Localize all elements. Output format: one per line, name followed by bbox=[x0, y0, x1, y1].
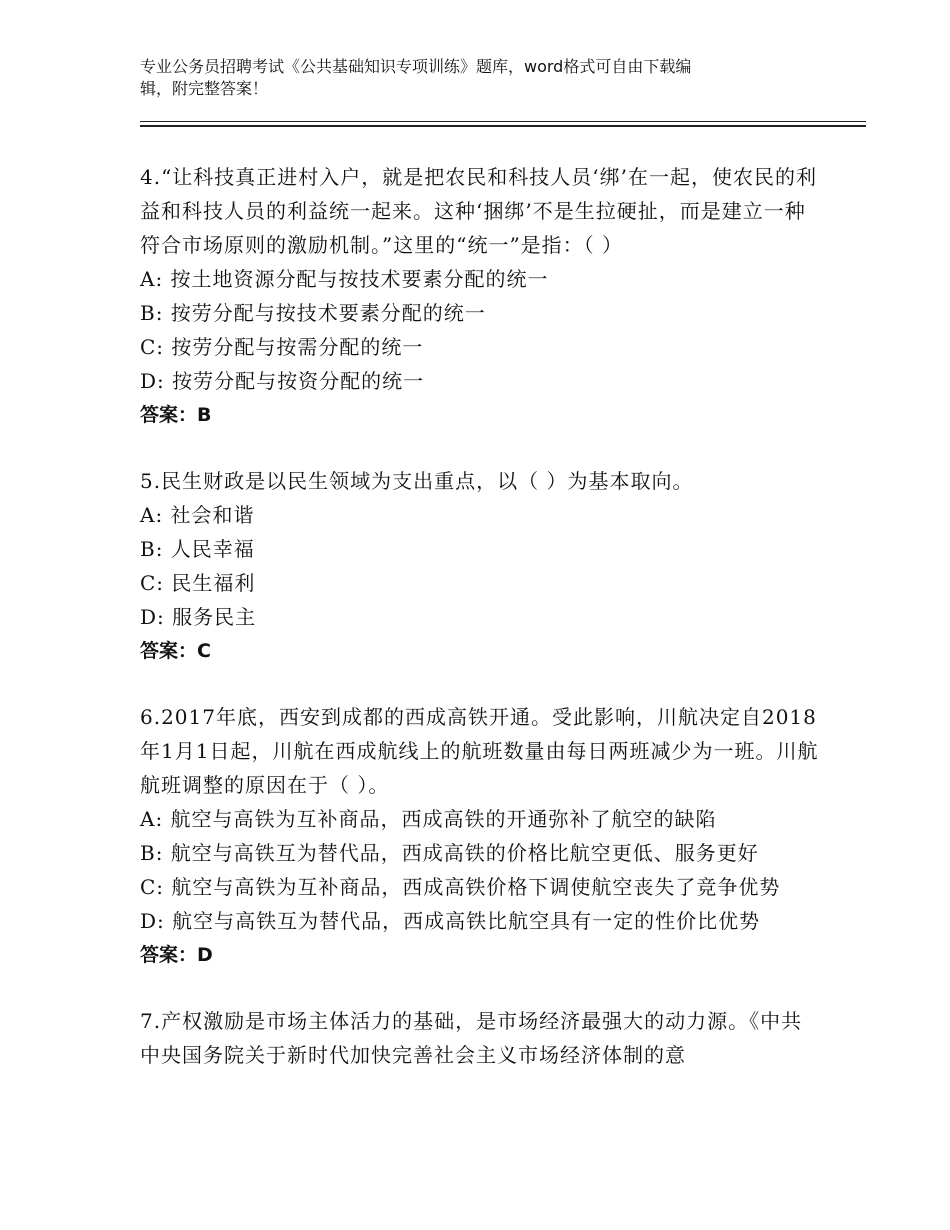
option-c: C: 民生福利 bbox=[140, 571, 256, 595]
answer-label: 答案：B bbox=[140, 404, 212, 426]
answer-label: 答案：D bbox=[140, 944, 213, 966]
option-b: B: 航空与高铁互为替代品，西成高铁的价格比航空更低、服务更好 bbox=[140, 841, 759, 865]
option-d: D: 按劳分配与按资分配的统一 bbox=[140, 369, 425, 393]
page-header bbox=[140, 56, 820, 100]
question-item bbox=[140, 160, 820, 432]
option-c: C: 按劳分配与按需分配的统一 bbox=[140, 335, 424, 359]
question-list bbox=[140, 160, 820, 1104]
question-text: 7.产权激励是市场主体活力的基础，是市场经济最强大的动力源。《中共中央国务院关于新时代加快完善社会主义市场经济体制的意 bbox=[140, 1009, 803, 1067]
question-item bbox=[140, 700, 820, 972]
option-d: D: 航空与高铁互为替代品，西成高铁比航空具有一定的性价比优势 bbox=[140, 909, 761, 933]
question-text: 6.2017年底，西安到成都的西成高铁开通。受此影响，川航决定自2018年1月1日起，川航在西成航线上的航班数量由每日两班减少为一班。川航航班调整的原因在于（ ）。 bbox=[140, 705, 819, 797]
option-b: B: 按劳分配与按技术要素分配的统一 bbox=[140, 301, 486, 325]
option-c: C: 航空与高铁为互补商品，西成高铁价格下调使航空丧失了竞争优势 bbox=[140, 875, 781, 899]
header-line-1: 专业公务员招聘考试《公共基础知识专项训练》题库，word格式可自由下载编 bbox=[140, 57, 692, 76]
answer-label: 答案：C bbox=[140, 640, 211, 662]
question-item bbox=[140, 1004, 820, 1072]
header-divider-thin bbox=[140, 121, 866, 122]
header-line-2: 辑，附完整答案！ bbox=[140, 79, 269, 98]
option-b: B: 人民幸福 bbox=[140, 537, 255, 561]
option-a: A: 社会和谐 bbox=[140, 503, 255, 527]
question-text: 5.民生财政是以民生领域为支出重点，以（ ）为基本取向。 bbox=[140, 469, 694, 493]
option-a: A: 航空与高铁为互补商品，西成高铁的开通弥补了航空的缺陷 bbox=[140, 807, 717, 831]
header-divider-thick bbox=[140, 125, 866, 127]
option-d: D: 服务民主 bbox=[140, 605, 257, 629]
question-item bbox=[140, 464, 820, 668]
question-text: 4.“让科技真正进村入户，就是把农民和科技人员‘绑’在一起，使农民的利益和科技人员的利益统一起来。这种‘捆绑’不是生拉硬扯，而是建立一种符合市场原则的激励机制。”这里的“统一”是指：（ ） bbox=[140, 165, 818, 257]
option-a: A: 按土地资源分配与按技术要素分配的统一 bbox=[140, 267, 549, 291]
